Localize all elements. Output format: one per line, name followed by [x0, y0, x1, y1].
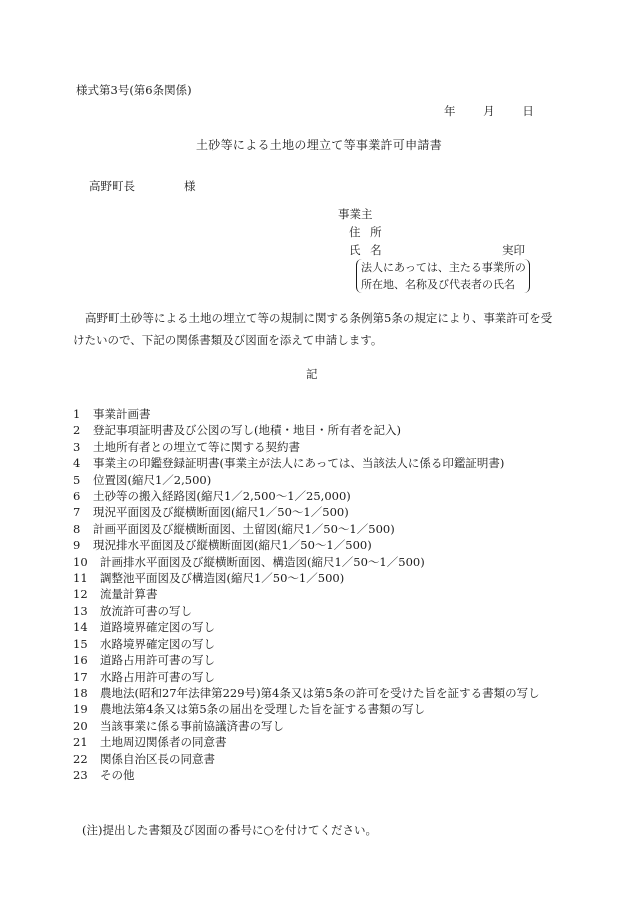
- addressee-honorific: 様: [184, 179, 196, 193]
- document-item-text: 放流許可書の写し: [100, 603, 192, 618]
- document-list-item: [73, 422, 540, 438]
- form-number: 様式第3号(第6条関係): [76, 83, 192, 97]
- document-list-item: [73, 701, 540, 717]
- document-list-item: [73, 570, 540, 586]
- document-item-text: 流量計算書: [100, 587, 158, 602]
- document-list-item: [73, 767, 540, 783]
- footnote: (注)提出した書類及び図面の番号に○を付けてください。: [82, 823, 378, 837]
- applicant-seal-label: 実印: [502, 243, 525, 257]
- document-item-text: 水路境界確定図の写し: [100, 636, 215, 651]
- document-list-item: [73, 406, 540, 422]
- document-item-text: 位置図(縮尺1／2,500): [93, 472, 212, 487]
- date-day-label: 日: [522, 104, 534, 118]
- ki-heading: 記: [306, 367, 318, 381]
- document-item-text: 土地所有者との埋立て等に関する契約書: [93, 439, 300, 454]
- document-item-text: 計画平面図及び縦横断面図、土留図(縮尺1／50～1／500): [93, 521, 395, 536]
- document-item-number: 2: [73, 423, 81, 438]
- date-month-label: 月: [483, 104, 495, 118]
- corporate-note-line: 法人にあっては、主たる事業所の: [361, 261, 526, 274]
- date-line: [444, 103, 534, 119]
- applicant-address-label: 住 所: [349, 225, 382, 239]
- document-item-text: 土地周辺関係者の同意書: [100, 735, 227, 750]
- document-list-item: [73, 455, 540, 471]
- document-item-number: 18: [73, 685, 88, 700]
- document-item-number: 1: [73, 407, 81, 421]
- corporate-note-line: 所在地、名称及び代表者の氏名: [361, 278, 515, 291]
- document-list-item: [73, 636, 540, 652]
- document-item-text: 現況排水平面図及び縦横断面図(縮尺1／50～1／500): [93, 538, 372, 553]
- document-list-item: [73, 439, 540, 455]
- applicant-name-label: 氏 名: [349, 243, 382, 257]
- document-list-item: [73, 603, 540, 619]
- document-item-number: 22: [73, 751, 88, 766]
- document-list-item: [73, 488, 540, 504]
- document-item-number: 6: [73, 489, 81, 504]
- document-item-number: 5: [73, 472, 81, 487]
- document-item-text: 農地法第4条又は第5条の届出を受理した旨を証する書類の写し: [100, 702, 426, 717]
- document-item-number: 4: [73, 456, 81, 471]
- document-item-text: 調整池平面図及び構造図(縮尺1／50～1／500): [100, 571, 345, 586]
- document-title: 土砂等による土地の埋立て等事業許可申請書: [196, 138, 443, 152]
- document-list: [73, 406, 540, 783]
- document-item-text: 事業計画書: [93, 407, 151, 421]
- document-list-item: [73, 751, 540, 767]
- document-item-text: 道路占用許可書の写し: [100, 653, 215, 668]
- document-item-number: 7: [73, 505, 81, 520]
- document-item-text: 土砂等の搬入経路図(縮尺1／2,500～1／25,000): [93, 489, 351, 504]
- document-item-text: 計画排水平面図及び縦横断面図、構造図(縮尺1／50～1／500): [100, 554, 425, 569]
- document-item-number: 11: [73, 571, 88, 586]
- document-item-text: その他: [100, 767, 135, 782]
- document-list-item: [73, 619, 540, 635]
- document-item-number: 14: [73, 620, 88, 635]
- document-list-item: [73, 669, 540, 685]
- date-year-label: 年: [444, 104, 456, 118]
- document-list-item: [73, 586, 540, 602]
- document-item-number: 21: [73, 735, 88, 750]
- document-item-number: 16: [73, 653, 88, 668]
- document-item-text: 水路占用許可書の写し: [100, 669, 215, 684]
- document-item-number: 17: [73, 669, 88, 684]
- addressee: [89, 178, 196, 194]
- document-list-item: [73, 472, 540, 488]
- applicant-heading: 事業主: [338, 207, 373, 221]
- document-item-text: 現況平面図及び縦横断面図(縮尺1／50～1／500): [93, 505, 349, 520]
- document-list-item: [73, 718, 540, 734]
- application-body-text: 高野町土砂等による土地の埋立て等の規制に関する条例第5条の規定により、事業許可を受けたいので、下記の関係書類及び図面を添えて申請します。: [73, 311, 553, 347]
- addressee-mayor: 高野町長: [89, 179, 135, 193]
- document-list-item: [73, 685, 540, 701]
- document-list-item: [73, 554, 540, 570]
- document-list-item: [73, 504, 540, 520]
- document-item-text: 関係自治区長の同意書: [100, 751, 215, 766]
- document-item-number: 13: [73, 603, 88, 618]
- document-item-number: 12: [73, 587, 88, 602]
- document-item-number: 3: [73, 439, 81, 454]
- document-item-number: 23: [73, 767, 88, 782]
- document-item-number: 10: [73, 554, 88, 569]
- document-list-item: [73, 521, 540, 537]
- document-item-text: 農地法(昭和27年法律第229号)第4条又は第5条の許可を受けた旨を証する書類の写し: [100, 685, 540, 700]
- document-item-text: 事業主の印鑑登録証明書(事業主が法人にあっては、当該法人に係る印鑑証明書): [93, 456, 505, 471]
- corporate-note: [356, 259, 530, 293]
- document-item-number: 19: [73, 702, 88, 717]
- document-item-number: 15: [73, 636, 88, 651]
- document-item-number: 9: [73, 538, 81, 553]
- document-item-number: 20: [73, 718, 88, 733]
- document-list-item: [73, 734, 540, 750]
- document-list-item: [73, 652, 540, 668]
- document-item-text: 登記事項証明書及び公図の写し(地積・地目・所有者を記入): [93, 423, 401, 438]
- document-list-item: [73, 537, 540, 553]
- document-item-text: 道路境界確定図の写し: [100, 620, 215, 635]
- document-item-text: 当該事業に係る事前協議済書の写し: [100, 718, 284, 733]
- document-item-number: 8: [73, 521, 81, 536]
